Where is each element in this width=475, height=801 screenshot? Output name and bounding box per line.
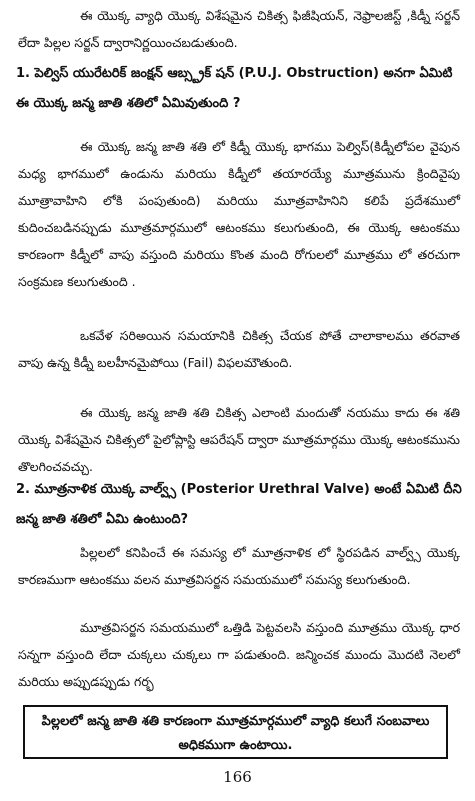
section-2-paragraph-1: పిల్లలలో కనిపించే ఈ సమస్య లో మూత్రనాళిక లో స్థిరపడిన వాల్వ్స్ యొక్క కారణముగా ఆటంకము వలన మూత్రవిసర్జన సమయములో సమస్య కలుగుతుంది. — [18, 545, 460, 587]
section-2-heading: 2. మూత్రనాళిక యొక్క వాల్వ్స్ (Posterior Urethral Valve) అంటే ఏమిటి దీని జన్మ జాతి శతిలో ఏమి ఉంటుంది? — [16, 482, 462, 527]
page-number: 166 — [223, 768, 252, 786]
section-2-paragraph-2: మూత్రవిసర్జన సమయములో ఒత్తిడి పెట్టవలసి వస్తుంది మూత్రము యొక్క ధార సన్నగా వస్తుంది లేదా చుక్కలు చుక్కలు గా పడుతుంది. జన్మించక ముందు మొదటి నెలలో మరియు అప్పుడప్పుడు గర్భ — [18, 620, 460, 689]
intro-paragraph: ఈ యొక్క వ్యాధి యొక్క విశేషమైన చికిత్స ఫిజీషియన్, నెఫ్రాలజిస్ట్ ,కిడ్నీ సర్జన్ లేదా పిల్లల సర్జన్ ద్వారానిర్ణయించబడుతుంది. — [18, 8, 460, 50]
callout-box: పిల్లలలో జన్మ జాతి శతి కారణంగా మూత్రమార్గములో వ్యాధి కలుగే సంబవాలు అధికముగా ఉంటాయి. — [23, 705, 448, 759]
section-1-paragraph-3: ఈ యొక్క జన్మ జాతి శతి చికిత్స ఎలాంటి మందుతో నయము కాదు ఈ శతి యొక్క విశేషమైన చికిత్సలో పైలోప్లాస్టి ఆపరేషన్ ద్వారా మూత్రమార్గము యొక్క ఆటంకమును తొలగించవచ్చు. — [18, 405, 460, 474]
section-1-paragraph-1: ఈ యొక్క జన్మ జాతి శతి లో కిడ్నీ యొక్క భాగము పెల్విస్(కిడ్నీలోపల వైపున మధ్య భాగములో ఉండును మరియు కిడ్నీలో తయారయ్యే మూత్రమును క్రిందివైపు మూత్రావాహిని లోకి పంపుతుంది) మరియు మూత్రవాహినిని కలిపే ప్రదేశములో కుదించబడినప్పుడు మూత్రమార్గములో ఆటంకము కలుగుతుంది, ఈ యొక్క ఆటంకము కారణంగా కిడ్నీలో వాపు వస్తుంది మరియు కొంత మంది రోగులలో మూత్రము లో తరచుగా సంక్రమణ కలుగుతుంది . — [18, 139, 460, 289]
section-1-paragraph-2: ఒకవేళ సరిఅయిన సమయానికి చికిత్స చేయక పోతే చాలాకాలము తరవాత వాపు ఉన్న కిడ్నీ బలహీనమైపోయి (Fail) విఫలమౌతుంది. — [18, 328, 460, 370]
section-1-heading: 1. పెల్విస్ యురేటరిక్ జంక్షన్ ఆబ్స్ట్రక్ షన్ (P.U.J. Obstruction) అనగా ఏమిటి ఈ యొక్క జన్మ జాతి శతిలో ఏమివుతుంది ? — [16, 66, 453, 111]
